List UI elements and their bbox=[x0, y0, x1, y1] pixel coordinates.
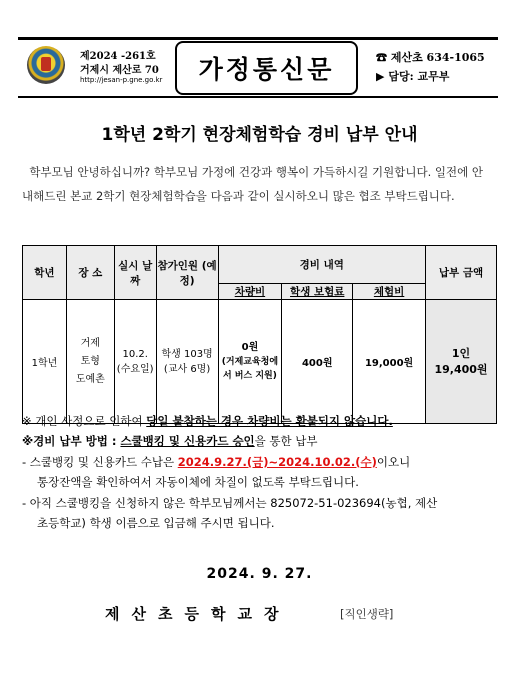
school-emblem-icon bbox=[27, 46, 65, 84]
issue-number: 제2024 -261호 bbox=[80, 51, 156, 62]
cell-place: 거제 토형 도예촌 bbox=[66, 300, 114, 424]
seal-omitted: [직인생략] bbox=[340, 607, 394, 621]
school-principal: 제산초등학교장 bbox=[105, 605, 291, 623]
phone-text: 제산초 634-1065 bbox=[390, 51, 485, 64]
cell-payment: 1인 19,400원 bbox=[426, 300, 497, 424]
contact-phone bbox=[376, 49, 485, 65]
header-participants: 참가인원 (예정) bbox=[156, 246, 218, 300]
cell-grade: 1학년 bbox=[23, 300, 67, 424]
note-refund: ※ 개인 사정으로 인하여 당일 불참하는 경우 차량비는 환불되지 않습니다. bbox=[22, 414, 393, 428]
subheader-insurance: 학생 보험료 bbox=[282, 284, 353, 300]
cell-insurance: 400원 bbox=[282, 300, 353, 424]
cell-vehicle: 0원 (거제교육청에서 버스 지원) bbox=[218, 300, 282, 424]
header-date: 실시 날짜 bbox=[114, 246, 156, 300]
document-title: 1학년 2학기 현장체험학습 경비 납부 안내 bbox=[101, 125, 418, 145]
header-payment: 납부 금액 bbox=[426, 246, 497, 300]
note-balance: 통장잔액을 확인하여서 자동이체에 차질이 없도록 부탁드립니다. bbox=[37, 475, 359, 489]
note-deposit-line2: 초등학교) 학생 이름으로 입금해 주시면 됩니다. bbox=[37, 516, 275, 530]
intro-text: 학부모님 안녕하십니까? 학부모님 가정에 건강과 행복이 가득하시길 기원합니다. 일전에 안내해드린 본교 2학기 현장체험학습을 다음과 같이 실시하오니 많은 협조 부탁드립니다. bbox=[22, 165, 484, 203]
banner-title: 가정통신문 bbox=[175, 41, 358, 95]
header-bottom-rule bbox=[18, 96, 498, 98]
school-address: 거제시 제산로 70 bbox=[80, 65, 159, 76]
subheader-experience: 체험비 bbox=[353, 284, 426, 300]
header-place: 장 소 bbox=[66, 246, 114, 300]
subheader-vehicle: 차량비 bbox=[218, 284, 282, 300]
cell-experience: 19,000원 bbox=[353, 300, 426, 424]
intro-paragraph bbox=[22, 160, 492, 208]
cell-date: 10.2. (수요일) bbox=[114, 300, 156, 424]
dept-text: 담당: 교무부 bbox=[388, 70, 450, 83]
table-row bbox=[23, 300, 497, 424]
header-grade: 학년 bbox=[23, 246, 67, 300]
phone-icon: ☎ bbox=[376, 51, 387, 64]
school-url[interactable]: http://jesan-p.gne.go.kr bbox=[80, 76, 163, 84]
cell-participants: 학생 103명 (교사 6명) bbox=[156, 300, 218, 424]
header-cost-details: 경비 내역 bbox=[218, 246, 426, 284]
note-payment-method: ※경비 납부 방법 : 스쿨뱅킹 및 신용카드 승인을 통한 납부 bbox=[22, 434, 318, 448]
issue-date: 2024. 9. 27. bbox=[206, 566, 313, 582]
contact-dept bbox=[376, 68, 449, 84]
note-payment-period: - 스쿨뱅킹 및 신용카드 수납은 2024.9.27.(금)~2024.10.02.(수)이오니 bbox=[22, 455, 411, 469]
fee-table bbox=[22, 245, 497, 424]
triangle-right-icon: ▶ bbox=[376, 70, 385, 83]
note-deposit-line1: - 아직 스쿨뱅킹을 신청하지 않은 학부모님께서는 825072-51-023694(농협, 제산 bbox=[22, 496, 438, 510]
header-top-rule bbox=[18, 37, 498, 40]
